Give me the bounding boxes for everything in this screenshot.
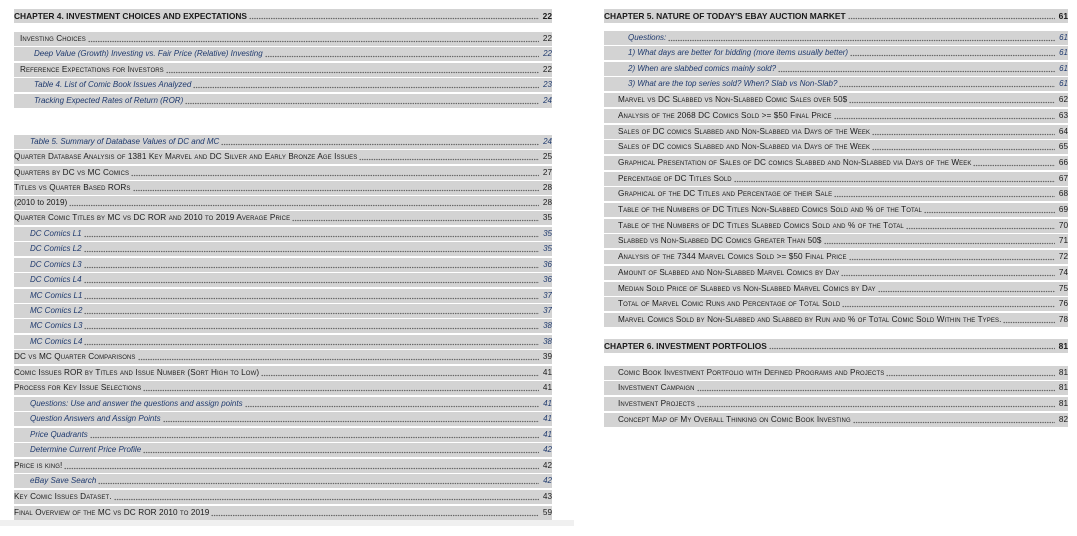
toc-entry-title: Process for Key Issue Selections [14, 383, 142, 392]
dot-leader [69, 198, 539, 208]
toc-entry-page: 74 [1058, 268, 1068, 277]
toc-entry[interactable] [14, 211, 552, 225]
toc-entry-page: 61 [1058, 11, 1068, 21]
toc-entry-page: 81 [1058, 399, 1068, 408]
dot-leader [842, 299, 1055, 309]
toc-entry-page: 65 [1058, 142, 1068, 151]
toc-entry-title: Quarter Database Analysis of 1381 Key Marvel and DC Silver and Early Bronze Age Issues [14, 152, 358, 161]
dot-leader [193, 80, 539, 90]
dot-leader [973, 158, 1055, 168]
toc-entry-title: CHAPTER 5. NATURE OF TODAY'S EBAY AUCTION MARKET [604, 11, 846, 21]
toc-entry[interactable] [604, 234, 1068, 248]
dot-leader [84, 229, 539, 239]
dot-leader [245, 399, 539, 409]
toc-entry-title: eBay Save Search [30, 476, 97, 485]
toc-entry-page: 68 [1058, 189, 1068, 198]
toc-entry-title: Amount of Slabbed and Non-Slabbed Marvel Comics by Day [618, 268, 840, 277]
toc-entry-title: Total of Marvel Comic Runs and Percentage of Total Sold [618, 299, 841, 308]
toc-entry-title: Table 4. List of Comic Book Issues Analyzed [34, 80, 192, 89]
toc-entry-page: 67 [1058, 174, 1068, 183]
dot-leader [84, 321, 539, 331]
toc-entry-page: 41 [543, 399, 552, 408]
toc-entry[interactable] [14, 47, 552, 61]
dot-leader [185, 96, 539, 106]
toc-entry-title: MC Comics L3 [30, 321, 83, 330]
toc-entry-page: 71 [1058, 236, 1068, 245]
toc-entry[interactable] [604, 313, 1068, 327]
dot-leader [84, 306, 539, 316]
toc-entry-title: Price Quadrants [30, 430, 88, 439]
toc-entry[interactable] [14, 350, 552, 364]
dot-leader [839, 79, 1055, 89]
dot-leader [853, 415, 1055, 425]
dot-leader [114, 492, 539, 502]
toc-entry[interactable] [604, 282, 1068, 296]
dot-leader [878, 284, 1055, 294]
toc-entry-title: Analysis of the 2068 DC Comics Sold >= $50 Final Price [618, 111, 832, 120]
dot-leader [668, 33, 1055, 43]
toc-entry[interactable] [604, 125, 1068, 139]
dot-leader [359, 152, 539, 162]
toc-entry-title: Analysis of the 7344 Marvel Comics Sold >= $50 Final Price [618, 252, 847, 261]
toc-entry[interactable] [604, 203, 1068, 217]
dot-leader [221, 137, 539, 147]
toc-entry-title: Table of the Numbers of DC Titles Slabbed Comics Sold and % of the Total [618, 221, 904, 230]
toc-entry-page: 76 [1058, 299, 1068, 308]
toc-entry-page: 42 [543, 476, 552, 485]
dot-leader [824, 236, 1055, 246]
toc-entry-page: 61 [1059, 33, 1068, 42]
toc-entry-page: 43 [542, 492, 552, 501]
toc-entry-title: Investment Campaign [618, 383, 695, 392]
toc-entry-page: 39 [542, 352, 552, 361]
toc-entry[interactable] [14, 443, 552, 457]
toc-entry-page: 78 [1058, 315, 1068, 324]
toc-entry[interactable] [604, 9, 1068, 23]
toc-entry[interactable] [14, 459, 552, 473]
toc-entry-page: 36 [543, 260, 552, 269]
toc-entry-title: Comic Book Investment Portfolio with Defined Programs and Projects [618, 368, 885, 377]
toc-entry-title: Titles vs Quarter Based RORs [14, 183, 131, 192]
toc-entry[interactable] [14, 150, 552, 164]
toc-entry-page: 41 [542, 368, 552, 377]
toc-entry[interactable] [14, 32, 552, 46]
toc-entry[interactable] [604, 109, 1068, 123]
toc-entry[interactable] [604, 62, 1068, 76]
toc-entry-page: 82 [1058, 415, 1068, 424]
toc-entry-title: MC Comics L4 [30, 337, 83, 346]
toc-entry[interactable] [604, 46, 1068, 60]
toc-entry-page: 36 [543, 275, 552, 284]
dot-leader [84, 291, 539, 301]
toc-entry-title: MC Comics L1 [30, 291, 83, 300]
dot-leader [850, 48, 1055, 58]
dot-leader [265, 49, 539, 59]
toc-entry[interactable] [14, 78, 552, 92]
toc-entry-page: 22 [542, 34, 552, 43]
toc-entry-page: 35 [543, 229, 552, 238]
toc-entry-page: 61 [1059, 64, 1068, 73]
toc-entry[interactable] [14, 490, 552, 504]
toc-entry-title: 2) When are slabbed comics mainly sold? [628, 64, 777, 73]
toc-entry-page: 38 [543, 321, 552, 330]
toc-entry[interactable] [604, 266, 1068, 280]
toc-entry[interactable] [14, 412, 552, 426]
toc-entry[interactable] [604, 413, 1068, 427]
toc-entry-page: 64 [1058, 127, 1068, 136]
toc-entry-title: Comic Issues ROR by Titles and Issue Number (Sort High to Low) [14, 368, 260, 377]
toc-entry-title: DC Comics L4 [30, 275, 82, 284]
dot-leader [166, 65, 539, 75]
toc-entry[interactable] [14, 273, 552, 287]
toc-entry-page: 35 [543, 244, 552, 253]
toc-entry-title: CHAPTER 6. INVESTMENT PORTFOLIOS [604, 341, 767, 351]
toc-entry-title: (2010 to 2019) [14, 198, 68, 207]
dot-leader [769, 341, 1055, 351]
toc-entry-title: Final Overview of the MC vs DC ROR 2010 to 2019 [14, 508, 210, 517]
toc-entry-title: Key Comic Issues Dataset. [14, 492, 112, 501]
toc-entry-page: 24 [543, 96, 552, 105]
dot-leader [841, 268, 1055, 278]
toc-entry[interactable] [14, 289, 552, 303]
toc-entry[interactable] [604, 381, 1068, 395]
toc-entry[interactable] [604, 93, 1068, 107]
dot-leader [849, 95, 1055, 105]
toc-entry-title: DC Comics L3 [30, 260, 82, 269]
toc-entry[interactable] [604, 297, 1068, 311]
toc-entry[interactable] [604, 397, 1068, 411]
toc-entry-title: Slabbed vs Non-Slabbed DC Comics Greater Than 50$ [618, 236, 822, 245]
dot-leader [886, 368, 1055, 378]
dot-leader [84, 337, 539, 347]
toc-entry[interactable] [604, 187, 1068, 201]
toc-entry[interactable] [14, 181, 552, 195]
toc-entry[interactable] [604, 219, 1068, 233]
toc-entry-title: DC Comics L2 [30, 244, 82, 253]
dot-leader [64, 461, 539, 471]
dot-leader [734, 174, 1055, 184]
toc-entry-page: 27 [542, 168, 552, 177]
dot-leader [834, 189, 1055, 199]
dot-leader [84, 275, 539, 285]
toc-entry-page: 22 [542, 65, 552, 74]
toc-entry-page: 41 [543, 414, 552, 423]
toc-entry-page: 37 [543, 291, 552, 300]
toc-entry-title: Tracking Expected Rates of Return (ROR) [34, 96, 184, 105]
toc-entry[interactable] [14, 94, 552, 108]
toc-entry-title: Questions: [628, 33, 667, 42]
toc-entry-title: 3) What are the top series sold? When? Slab vs Non-Slab? [628, 79, 838, 88]
toc-entry-title: Investment Projects [618, 399, 695, 408]
toc-entry-title: Sales of DC comics Slabbed and Non-Slabbed via Days of the Week [618, 127, 871, 136]
toc-entry-page: 81 [1058, 341, 1068, 351]
toc-entry-title: Median Sold Price of Slabbed vs Non-Slabbed Marvel Comics by Day [618, 284, 876, 293]
dot-leader [872, 127, 1055, 137]
toc-entry[interactable] [14, 227, 552, 241]
toc-entry[interactable] [14, 397, 552, 411]
toc-entry-title: 1) What days are better for bidding (more items usually better) [628, 48, 849, 57]
toc-entry[interactable] [14, 474, 552, 488]
toc-entry-page: 24 [543, 137, 552, 146]
toc-entry[interactable] [604, 156, 1068, 170]
toc-entry[interactable] [14, 196, 552, 210]
toc-entry-title: CHAPTER 4. INVESTMENT CHOICES AND EXPECTATIONS [14, 11, 247, 21]
toc-entry-page: 28 [542, 198, 552, 207]
dot-leader [872, 142, 1055, 152]
dot-leader [98, 476, 539, 486]
toc-entry-title: Table 5. Summary of Database Values of DC and MC [30, 137, 220, 146]
toc-entry-page: 25 [542, 152, 552, 161]
toc-entry-page: 38 [543, 337, 552, 346]
toc-entry-page: 69 [1058, 205, 1068, 214]
toc-entry-title: DC Comics L1 [30, 229, 82, 238]
toc-entry-page: 37 [543, 306, 552, 315]
toc-entry-title: Marvel Comics Sold by Non-Slabbed and Slabbed by Run and % of Total Comic Sold Within the Types. [618, 315, 1002, 324]
dot-leader [90, 430, 539, 440]
toc-entry-title: Determine Current Price Profile [30, 445, 142, 454]
toc-entry-title: Graphical of the DC Titles and Percentage of their Sale [618, 189, 833, 198]
toc-entry-page: 35 [542, 213, 552, 222]
dot-leader [143, 445, 539, 455]
dot-leader [163, 414, 539, 424]
toc-entry-page: 66 [1058, 158, 1068, 167]
toc-entry-title: Sales of DC comics Slabbed and Non-Slabbed via Days of the Week [618, 142, 871, 151]
toc-entry[interactable] [604, 140, 1068, 154]
toc-entry-title: MC Comics L2 [30, 306, 83, 315]
toc-entry-page: 81 [1058, 383, 1068, 392]
toc-entry[interactable] [14, 319, 552, 333]
toc-entry-title: Price is king! [14, 461, 63, 470]
dot-leader [261, 368, 539, 378]
dot-leader [697, 383, 1055, 393]
dot-leader [924, 205, 1055, 215]
toc-entry-title: Question Answers and Assign Points [30, 414, 161, 423]
toc-entry-page: 28 [542, 183, 552, 192]
toc-entry[interactable] [604, 31, 1068, 45]
toc-entry-page: 81 [1058, 368, 1068, 377]
toc-entry-page: 22 [542, 11, 552, 21]
toc-entry-title: Questions: Use and answer the questions and assign points [30, 399, 243, 408]
toc-entry[interactable] [604, 77, 1068, 91]
toc-entry-title: Percentage of DC Titles Sold [618, 174, 732, 183]
toc-entry-page: 61 [1059, 48, 1068, 57]
toc-entry-page: 62 [1058, 95, 1068, 104]
toc-entry-page: 61 [1059, 79, 1068, 88]
toc-entry-page: 59 [542, 508, 552, 517]
toc-entry[interactable] [14, 242, 552, 256]
toc-entry-page: 72 [1058, 252, 1068, 261]
toc-entry[interactable] [604, 250, 1068, 264]
toc-entry-title: Investing Choices [20, 34, 86, 43]
toc-entry[interactable] [14, 506, 552, 520]
dot-leader [84, 260, 539, 270]
toc-entry-title: Graphical Presentation of Sales of DC comics Slabbed and Non-Slabbed via Days of the Week [618, 158, 972, 167]
dot-leader [906, 221, 1055, 231]
toc-entry-page: 23 [543, 80, 552, 89]
dot-leader [138, 352, 539, 362]
dot-leader [1003, 315, 1055, 325]
dot-leader [697, 399, 1055, 409]
toc-entry-title: Table of the Numbers of DC Titles Non-Slabbed Comics Sold and % of the Total [618, 205, 922, 214]
toc-entry-page: 42 [543, 445, 552, 454]
dot-leader [131, 168, 539, 178]
toc-entry-page: 22 [543, 49, 552, 58]
page-divider [0, 520, 574, 526]
toc-entry[interactable] [14, 381, 552, 395]
toc-entry-title: DC vs MC Quarter Comparisons [14, 352, 136, 361]
dot-leader [143, 383, 539, 393]
dot-leader [848, 11, 1055, 21]
dot-leader [834, 111, 1055, 121]
toc-entry[interactable] [604, 339, 1068, 353]
toc-entry-page: 41 [542, 383, 552, 392]
toc-entry[interactable] [14, 63, 552, 77]
toc-entry[interactable] [14, 335, 552, 349]
toc-entry[interactable] [604, 172, 1068, 186]
dot-leader [778, 64, 1055, 74]
toc-entry-title: Concept Map of My Overall Thinking on Comic Book Investing [618, 415, 851, 424]
toc-entry-title: Deep Value (Growth) Investing vs. Fair Price (Relative) Investing [34, 49, 263, 58]
toc-entry[interactable] [14, 9, 552, 23]
dot-leader [292, 213, 539, 223]
toc-entry[interactable] [14, 135, 552, 149]
toc-entry-page: 42 [542, 461, 552, 470]
toc-entry[interactable] [14, 366, 552, 380]
dot-leader [249, 11, 539, 21]
dot-leader [88, 34, 539, 44]
dot-leader [211, 508, 539, 518]
dot-leader [133, 183, 539, 193]
toc-entry[interactable] [14, 304, 552, 318]
toc-entry-title: Marvel vs DC Slabbed vs Non-Slabbed Comic Sales over 50$ [618, 95, 848, 104]
toc-entry-page: 75 [1058, 284, 1068, 293]
toc-entry[interactable] [14, 258, 552, 272]
toc-entry-page: 63 [1058, 111, 1068, 120]
toc-entry-title: Quarters by DC vs MC Comics [14, 168, 130, 177]
toc-entry-page: 41 [543, 430, 552, 439]
toc-entry[interactable] [14, 166, 552, 180]
dot-leader [849, 252, 1055, 262]
toc-entry-title: Reference Expectations for Investors [20, 65, 164, 74]
toc-entry-title: Quarter Comic Titles by MC vs DC ROR and 2010 to 2019 Average Price [14, 213, 291, 222]
toc-entry-page: 70 [1058, 221, 1068, 230]
toc-entry[interactable] [604, 366, 1068, 380]
dot-leader [84, 244, 539, 254]
toc-entry[interactable] [14, 428, 552, 442]
